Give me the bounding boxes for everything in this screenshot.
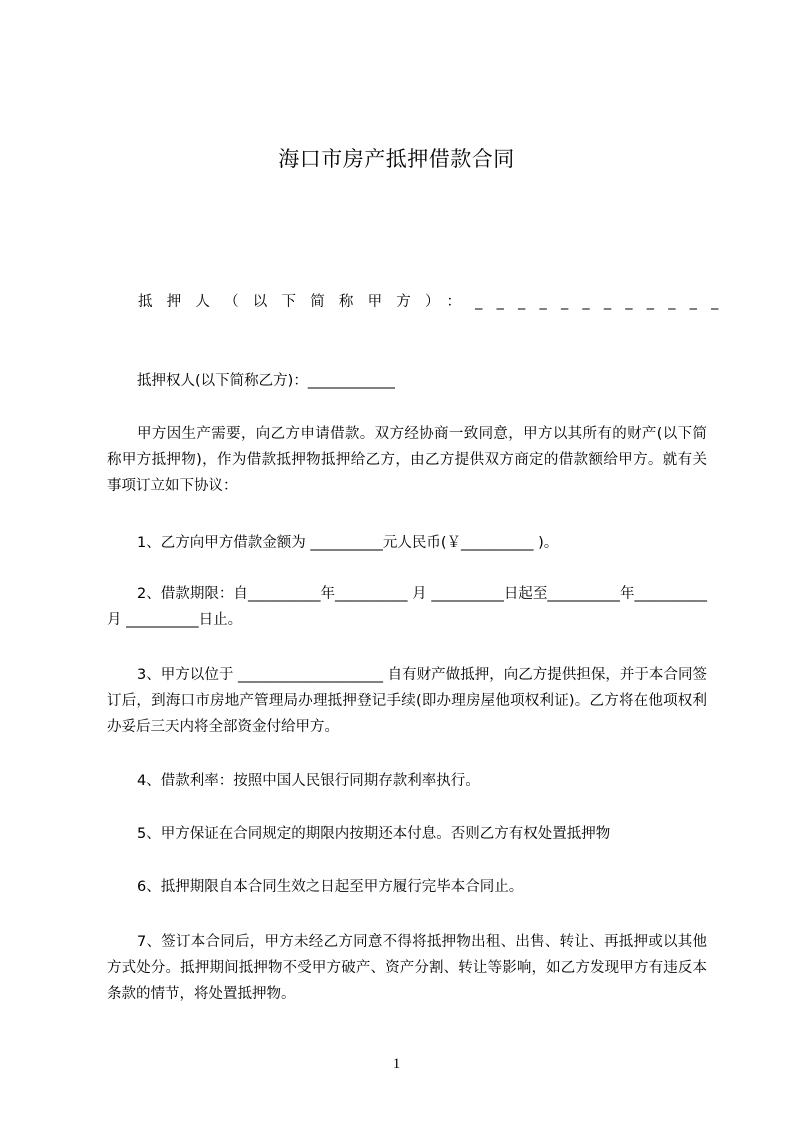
mortgagee-line: 抵押权人(以下简称乙方)：____________ — [137, 373, 395, 389]
clause-1: 1、乙方向甲方借款金额为 __________元人民币(￥__________ )。 — [137, 535, 559, 551]
clause-4: 4、借款利率：按照中国人民银行同期存款利率执行。 — [137, 773, 480, 789]
intro-paragraph: 甲方因生产需要，向乙方申请借款。双方经协商一致同意，甲方以其所有的财产(以下简称甲方抵押物)，作为借款抵押物抵押给乙方，由乙方提供双方商定的借款额给甲方。就有关事项订立如下协议： — [107, 426, 707, 494]
clause-3: 3、甲方以位于 ____________________ 自有财产做抵押，向乙方提供担保，并于本合同签订后，到海口市房地产管理局办理抵押登记手续(即办理房屋他项权利证)。乙方将在他项权利办妥后三天内将全部资金付给甲方。 — [107, 667, 707, 735]
clause-6: 6、抵押期限自本合同生效之日起至甲方履行完毕本合同止。 — [137, 879, 524, 895]
mortgagor-line: 抵押人（以下简称甲方）：____________ — [138, 294, 733, 310]
page-number: 1 — [392, 1056, 401, 1072]
clause-5: 5、甲方保证在合同规定的期限内按期还本付息。否则乙方有权处置抵押物 — [137, 826, 611, 842]
clause-7: 7、签订本合同后，甲方未经乙方同意不得将抵押物出租、出售、转让、再抵押或以其他方式处分。抵押期间抵押物不受甲方破产、资产分割、转让等影响，如乙方发现甲方有违反本条款的情节，将处置抵押物。 — [107, 934, 707, 1002]
document-title: 海口市房产抵押借款合同 — [278, 147, 515, 171]
clause-2: 2、借款期限：自__________年__________ 月 __________日起至__________年__________月 __________日止。 — [107, 586, 707, 628]
